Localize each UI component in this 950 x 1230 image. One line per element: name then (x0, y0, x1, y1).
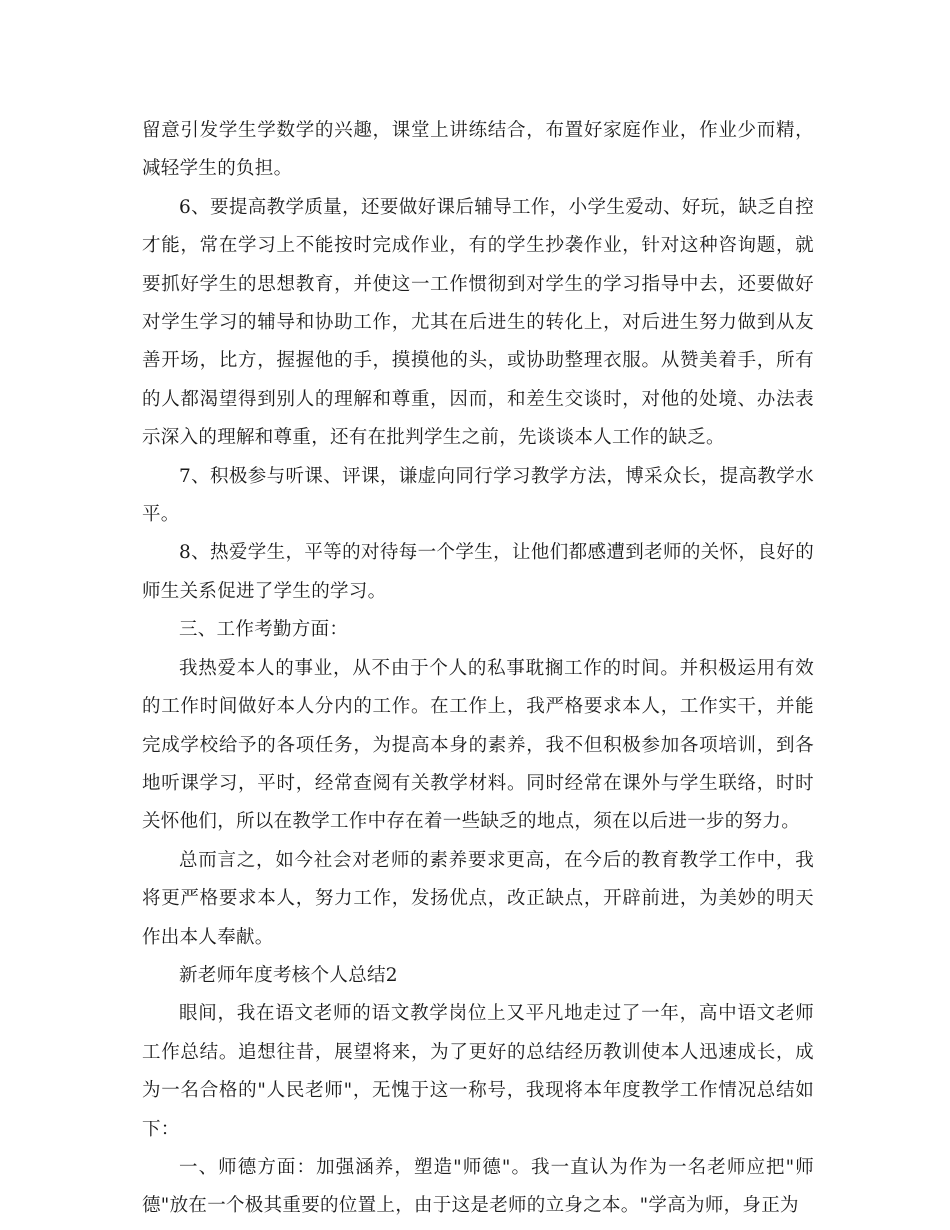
section-heading-attendance: 三、工作考勤方面： (179, 619, 349, 641)
paragraph-item-8: 8、热爱学生，平等的对待每一个学生，让他们都感遭到老师的关怀，良好的师生关系促进了学生的学习。 (142, 542, 814, 602)
paragraph-item-6: 6、要提高教学质量，还要做好课后辅导工作，小学生爱动、好玩，缺乏自控才能，常在学习上不能按时完成作业，有的学生抄袭作业，针对这种咨询题，就要抓好学生的思想教育，并使这一工作惯彻到对学生的学习指导中去，还要做好对学生学习的辅导和协助工作，尤其在后进生的转化上，对后进生努力做到从友善开场，比方，握握他的手，摸摸他的头，或协助整理衣服。从赞美着手，所有的人都渴望得到别人的理解和尊重，因而，和差生交谈时，对他的处境、办法表示深入的理解和尊重，还有在批判学生之前，先谈谈本人工作的缺乏。 (142, 196, 814, 449)
document-page (142, 112, 814, 1226)
paragraph-continuation: 留意引发学生学数学的兴趣，课堂上讲练结合，布置好家庭作业，作业少而精，减轻学生的负担。 (142, 120, 814, 180)
paragraph-conclusion: 总而言之，如今社会对老师的素养要求更高，在今后的教育教学工作中，我将更严格要求本人，努力工作，发扬优点，改正缺点，开辟前进，为美妙的明天作出本人奉献。 (142, 849, 814, 948)
document-subtitle: 新老师年度考核个人总结2 (179, 964, 398, 986)
paragraph-attendance: 我热爱本人的事业，从不由于个人的私事耽搁工作的时间。并积极运用有效的工作时间做好本人分内的工作。在工作上，我严格要求本人，工作实干，并能完成学校给予的各项任务，为提高本身的素养，我不但积极参加各项培训，到各地听课学习，平时，经常查阅有关教学材料。同时经常在课外与学生联络，时时关怀他们，所以在教学工作中存在着一些缺乏的地点，须在以后进一步的努力。 (142, 657, 814, 833)
paragraph-intro: 眼间，我在语文老师的语文教学岗位上又平凡地走过了一年，高中语文老师工作总结。追想往昔，展望将来，为了更好的总结经历教训使本人迅速成长，成为一名合格的"人民老师"，无愧于这一称号，我现将本年度教学工作情况总结如下： (142, 1003, 814, 1140)
paragraph-item-7: 7、积极参与听课、评课，谦虚向同行学习教学方法，博采众长，提高教学水平。 (142, 465, 814, 526)
paragraph-ethics: 一、师德方面：加强涵养，塑造"师德"。我一直认为作为一名老师应把"师德"放在一个极其重要的位置上，由于这是老师的立身之本。"学高为师，身正为 (142, 1156, 814, 1217)
